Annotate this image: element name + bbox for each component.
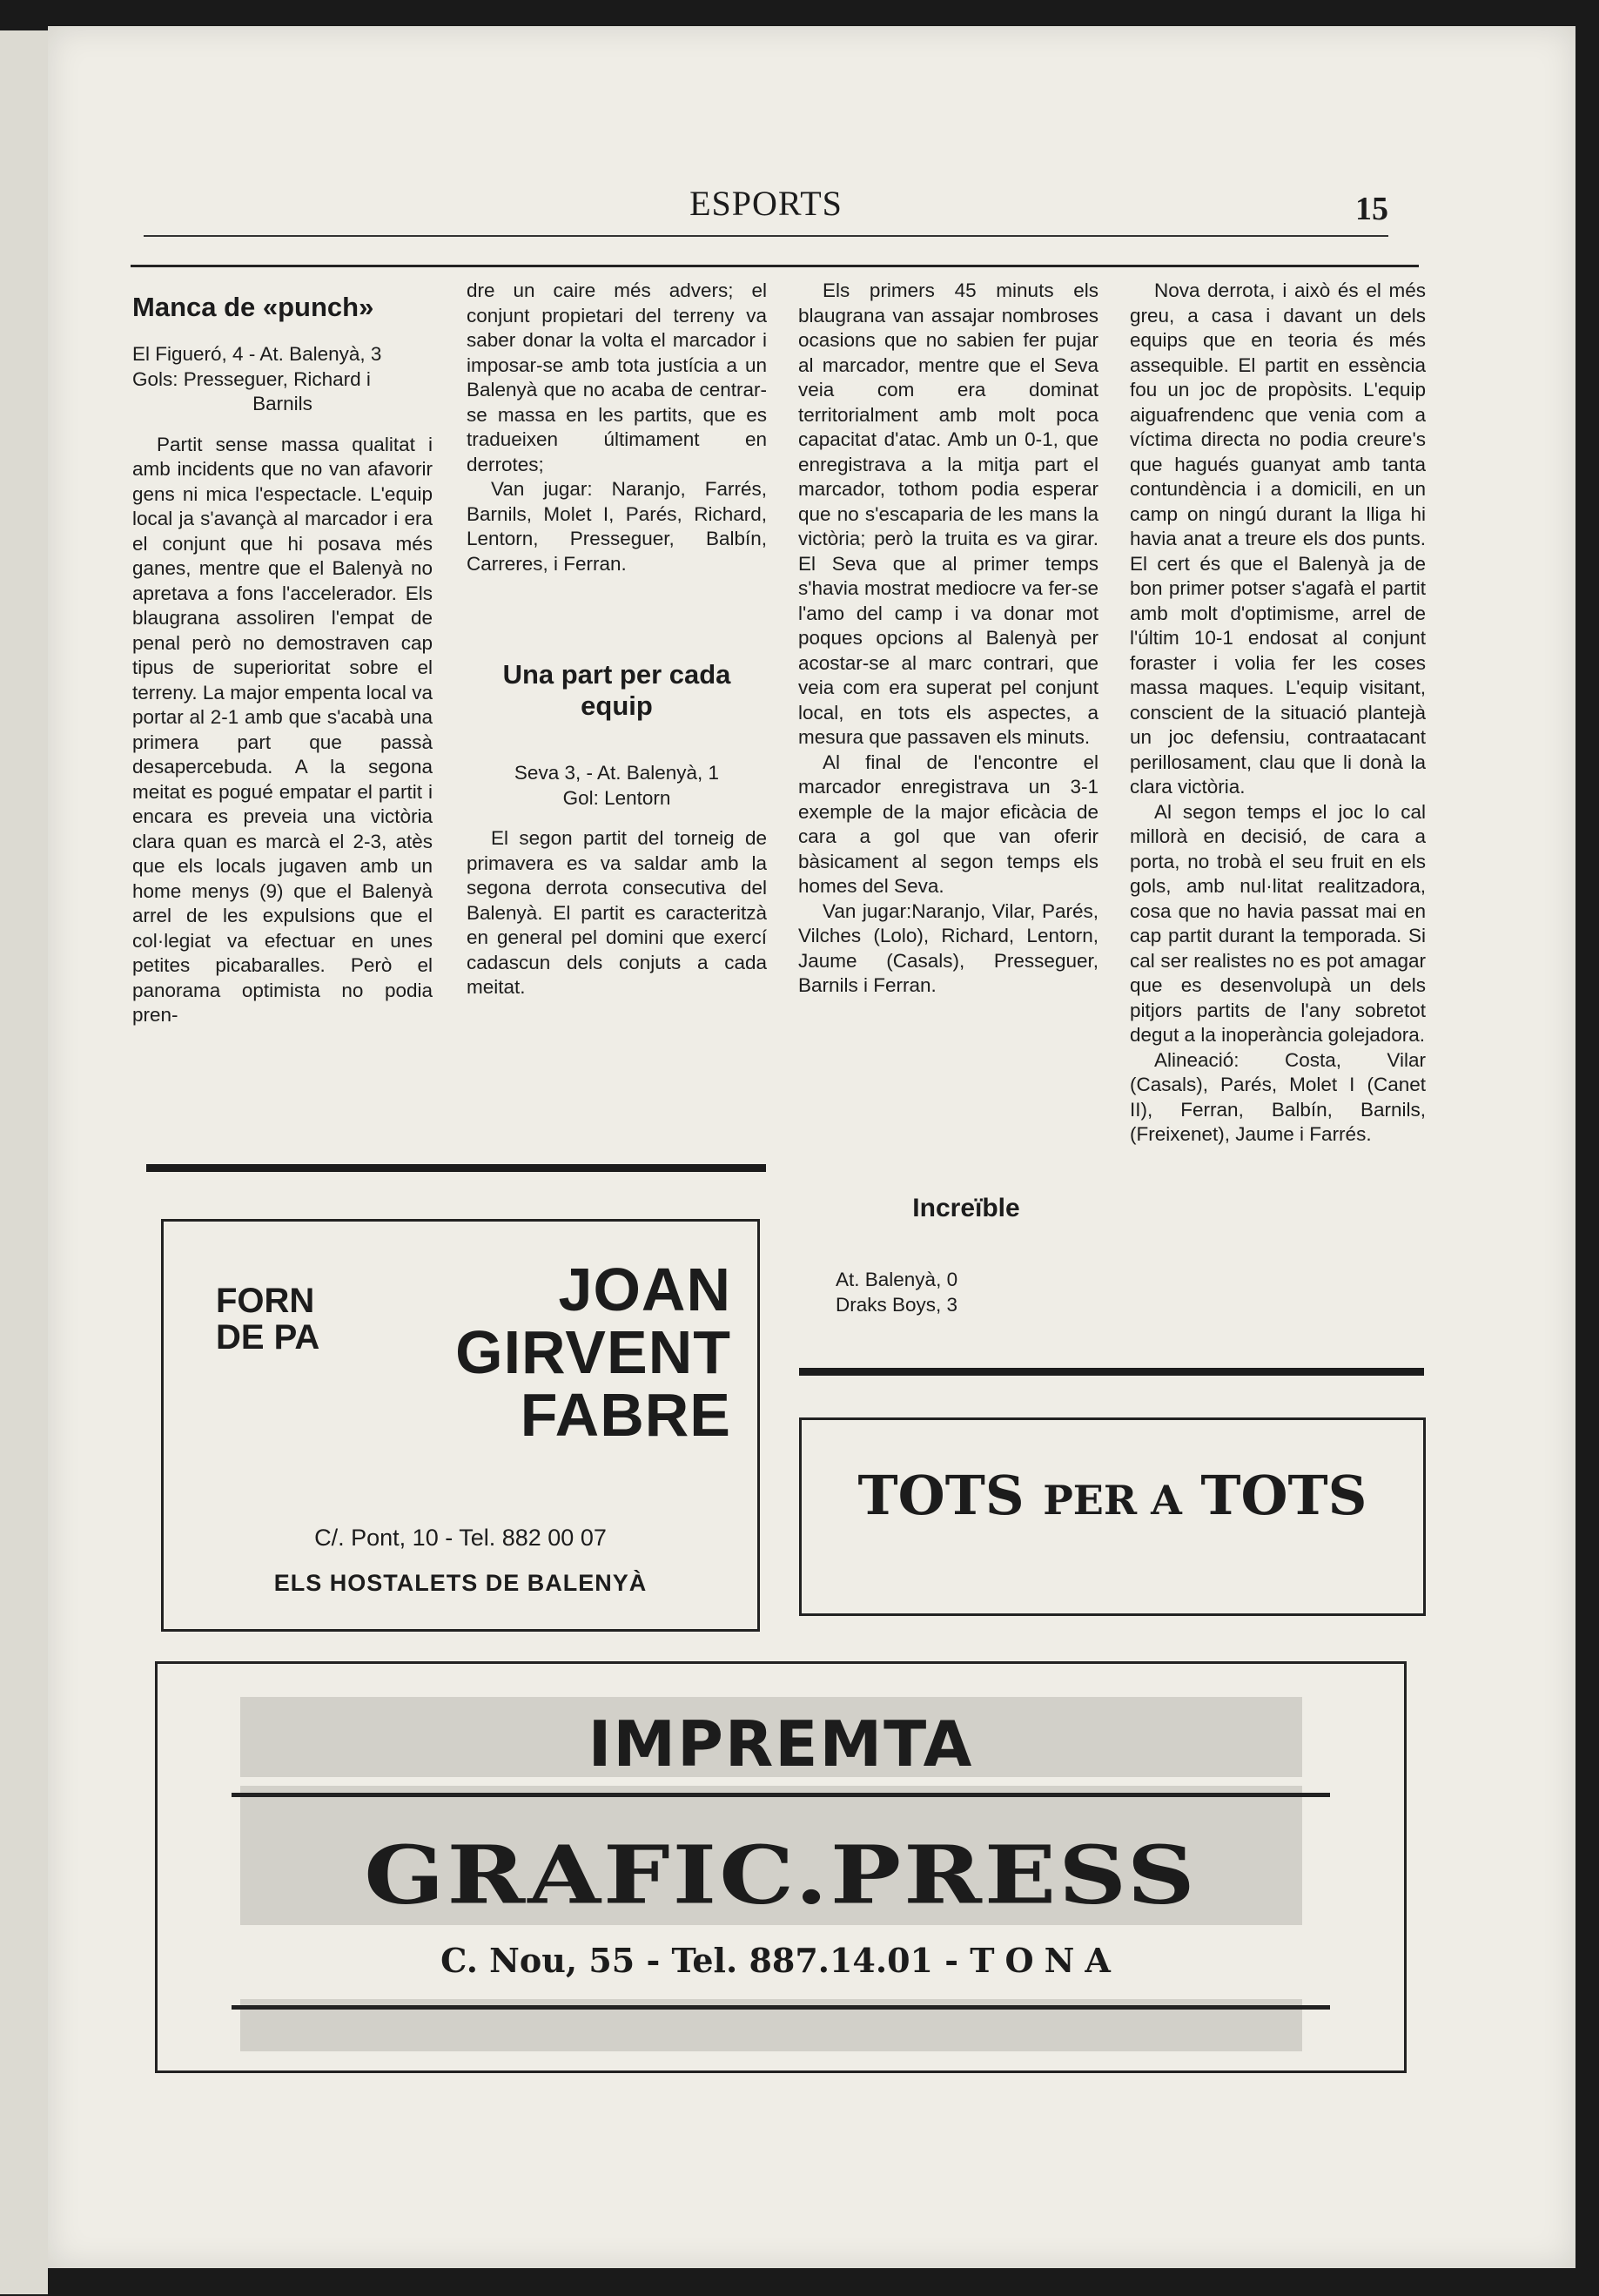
ad-impremta-street: C. Nou, 55 - Tel. 887.14.01 - — [440, 1941, 958, 1980]
article-paragraph: Al final de l'encontre el marcador enregistrava un 3-1 exemple de la major eficàcia de cara a gol que van oferir bàsicament al segon temps els homes del Seva. — [798, 751, 1098, 897]
ad-tots-word3: TOTS — [1200, 1464, 1367, 1527]
article-column-4 — [1130, 279, 1426, 1148]
ad-rule — [232, 1793, 1330, 1797]
ad-forn-name-line3: FABRE — [520, 1381, 731, 1449]
goals-line: Gol: Lentorn — [562, 786, 671, 809]
article-paragraph: dre un caire més advers; el conjunt propietari del terreny va saber donar la volta el marcador i imposar-se amb tota justícia a un Balenyà que no acaba de centrar-se massa en les partits, que es tradueixen últimament en derrotes; — [467, 279, 767, 475]
ad-forn-name — [455, 1256, 731, 1449]
article-title: Manca de «punch» — [132, 292, 374, 322]
article-increible — [836, 1193, 1097, 1333]
section-title: ESPORTS — [689, 184, 843, 223]
article-paragraph: Van jugar: Naranjo, Farrés, Barnils, Molet I, Parés, Richard, Lentorn, Presseguer, Balbín, Carreres, i Ferran. — [467, 478, 767, 575]
goals-line: Gols: Presseguer, Richard i — [132, 367, 371, 390]
divider-rule — [799, 1368, 1424, 1376]
article-manca-de-punch — [132, 292, 433, 1028]
score-line: At. Balenyà, 0 — [836, 1269, 958, 1290]
article-paragraph: Al segon temps el joc lo cal millorà en decisió, de cara a porta, no trobà el seu fruit en els gols, amb nul·litat realitzadora, cosa que no havia passat mai en cap partit durant la temporada. Si cal ser realistes no es pot amagar que es desenvolupà un dels pitjors partits de l'any sobretot degut a la inoperància golejadora. — [1130, 800, 1426, 1046]
article-paragraph: Alineació: Costa, Vilar (Casals), Parés, Molet I (Canet II), Ferran, Balbín, Barnils, (Freixenet), Jaume i Farrés. — [1130, 1048, 1426, 1145]
page-header — [144, 183, 1388, 237]
article-paragraph: Partit sense massa qualitat i amb incidents que no van afavorir gens ni mica l'espectacle. L'equip local ja s'avançà al marcador i era el conjunt que hi posava més ganes, mentre que el Balenyà no apretava a fons l'accelerador. Els blaugrana assoliren l'empat de penal però no demostraven cap tipus de superioritat sobre el terreny. La major empenta local va portar al 2-1 amb que s'acabà una primera part que passà desapercebuda. A la segona meitat es pogué empatar el partit i encara es preveia una victòria clara quan es marcà el 2-3, atès que els locals jugaven amb un home menys (9) que el Balenyà arrel de les expulsions que el col·legiat va efectuar en unes petites picabaralles. Però el panorama optimista no podia pren- — [132, 433, 433, 1026]
article-paragraph: El segon partit del torneig de primavera es va saldar amb la segona derrota consecutiva del Balenyà. El partit es caracteritzà en general pel domini que exercí cadascun dels conjuts a cada meitat. — [467, 827, 767, 998]
match-score — [836, 1268, 1097, 1317]
article-paragraph: Nova derrota, i això és el més greu, a casa i davant un dels equips que en teoria és més assequible. El partit en essència fou un joc de propòsits. L'equip aiguafrendenc que venia com a víctima directa no podia creure's que hagués guanyat amb tanta contundència i a domicili, en un camp on ningú durant la lliga hi havia anat a treure els dos punts. El cert és que el Balenyà ja de bon primer potser s'agafà el partit amb molt d'optimisme, arrel de l'últim 10-1 endosat al conjunt foraster i volia fer les coses massa maques. L'equip visitant, conscient de la situació plantejà un joc defensiu, contraatacant perillosament, clau que li donà la clara victòria. — [1130, 279, 1426, 798]
match-score — [132, 342, 433, 417]
ad-forn-label: FORN DE PA — [216, 1282, 320, 1357]
ad-forn-name-line1: JOAN — [558, 1256, 731, 1323]
article-column-2 — [467, 279, 767, 1000]
ad-tots-word1: TOTS — [857, 1464, 1025, 1527]
goals-line-2: Barnils — [252, 393, 312, 414]
article-paragraph: Els primers 45 minuts els blaugrana van assajar nombroses ocasions que no sabien fer pujar al marcador, mentre que el Seva veia com era dominat territorialment amb molt poca capacitat d'atac. Amb un 0-1, que enregistrava a la mitja part el marcador, tothom podia esperar que no s'escaparia de les mans la victòria; però la truita es va girar. El Seva que al primer temps s'havia mostrat mediocre va fer-se l'amo del camp i va donar mot poques opcions al Balenyà per acostar-se al marc contrari, que veia com era superat pel conjunt local, en tots els aspectes, a mesura que passaven els minuts. — [798, 279, 1098, 748]
ad-impremta — [155, 1661, 1407, 2073]
ad-rule — [232, 2005, 1330, 2010]
ad-tots-text — [802, 1465, 1423, 1531]
article-paragraph: Van jugar:Naranjo, Vilar, Parés, Vilches (Lolo), Richard, Lentorn, Jaume (Casals), Presseguer, Barnils i Ferran. — [798, 899, 1098, 996]
score-line-2: Draks Boys, 3 — [836, 1293, 958, 1316]
score-line: El Figueró, 4 - At. Balenyà, 3 — [132, 343, 382, 365]
ad-impremta-name: GRAFIC.PRESS — [364, 1828, 1198, 1922]
article-column-3 — [798, 279, 1098, 999]
ad-impremta-town: TONA — [970, 1941, 1121, 1980]
top-divider — [131, 265, 1419, 267]
article-title: Una part per cada equip — [502, 659, 731, 721]
ad-impremta-title: IMPREMTA — [588, 1707, 974, 1781]
ad-forn-de-pa — [161, 1219, 760, 1632]
page-spine — [0, 30, 48, 2294]
article-title: Increïble — [912, 1194, 1020, 1222]
score-line: Seva 3, - At. Balenyà, 1 — [514, 762, 720, 784]
ad-impremta-address — [158, 1941, 1404, 1980]
ad-forn-town: ELS HOSTALETS DE BALENYÀ — [273, 1570, 648, 1596]
match-score — [467, 761, 767, 811]
divider-rule — [146, 1164, 766, 1172]
ad-tots-word2: PER A — [1043, 1477, 1182, 1524]
ad-forn-name-line2: GIRVENT — [455, 1318, 731, 1386]
ad-forn-address: C/. Pont, 10 - Tel. 882 00 07 — [314, 1525, 607, 1551]
page-number: 15 — [1355, 191, 1388, 227]
ad-tots-per-a-tots — [799, 1417, 1426, 1616]
